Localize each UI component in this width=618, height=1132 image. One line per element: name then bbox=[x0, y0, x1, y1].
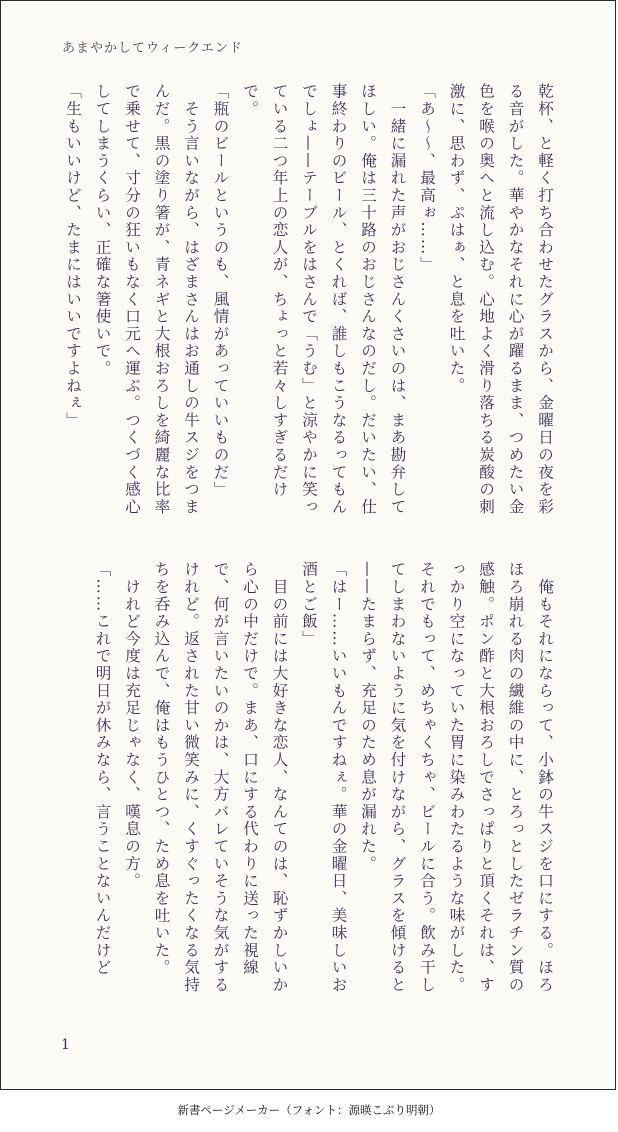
text-block-top bbox=[53, 83, 559, 528]
running-header: あまやかしてウィークエンド bbox=[62, 41, 243, 56]
text-block-bottom bbox=[53, 561, 559, 1008]
paragraph: 「生もいいけど、たまにはいいですよねぇ」 bbox=[64, 83, 82, 429]
paragraph: 目の前には大好きな恋人、なんてのは、恥ずかしいから心の中だけで。まあ、口にする代わりに送った視線で、何が言いたいのかは、大方バレていそうな気がするけれど。返された甘い微笑みに、くすぐったくなる気持ちを呑み込んで、俺はもうひとつ、ため息を吐いた。 bbox=[152, 561, 289, 994]
paragraph: 「瓶のビールというのも、風情があっていいものだ」 bbox=[211, 83, 230, 499]
paragraph: 乾杯、と軽く打ち合わせたグラスから、金曜日の夜を彩る音がした。華やかなそれに心が躍るまま、つめたい金色を喉の奥へと流し込む。心地よく滑り落ちる炭酸の刺激に、思わず、ぷはぁ、と息を吐いた。 bbox=[447, 83, 554, 516]
paragraph: そう言いながら、はざまさんはお通しの牛スジをつまんだ。黒の塗り箸が、青ネギと大根おろしを綺麗な比率で乗せて、寸分の狂いもなく口元へ運ぶ。つくづく感心してしまうくらい、正確な箸使いで。 bbox=[93, 83, 200, 516]
paragraph: 一緒に漏れた声がおじさんくさいのは、まあ勘弁してほしい。俺は三十路のおじさんなのだし。だいたい、仕事終わりのビール、とくれば、誰しもこうなるってもんでしょ——テーブルをはさんで「うむ」と涼やかに笑っている二つ年上の恋人が、ちょっと若々しすぎるだけで。 bbox=[241, 83, 407, 516]
paragraph: 「……これで明日が休みなら、言うことないんだけど bbox=[93, 561, 112, 977]
paragraph: 「はー……いいもんですねぇ。華の金曜日、美味しいお酒とご飯」 bbox=[300, 561, 348, 994]
paragraph: 「あ〜〜、最高ぉ……」 bbox=[418, 83, 436, 274]
page-number: 1 bbox=[61, 1037, 70, 1053]
generator-credit: 新書ページメーカー（フォント：源暎こぶり明朝） bbox=[177, 1103, 441, 1117]
paragraph: 俺もそれにならって、小鉢の牛スジを口にする。ほろほろ崩れる肉の繊維の中に、とろっとしたゼラチン質の感触。ポン酢と大根おろしでさっぱりと頂くそれは、すっかり空になっていた胃に染みわたるような味がした。それでもって、めちゃくちゃ、ビールに合う。飲み干してしまわないように気を付けながら、グラスを傾けると——たまらず、充足のため息が漏れた。 bbox=[359, 561, 554, 994]
paragraph: けれど今度は充足じゃなく、嘆息の方。 bbox=[123, 561, 141, 890]
